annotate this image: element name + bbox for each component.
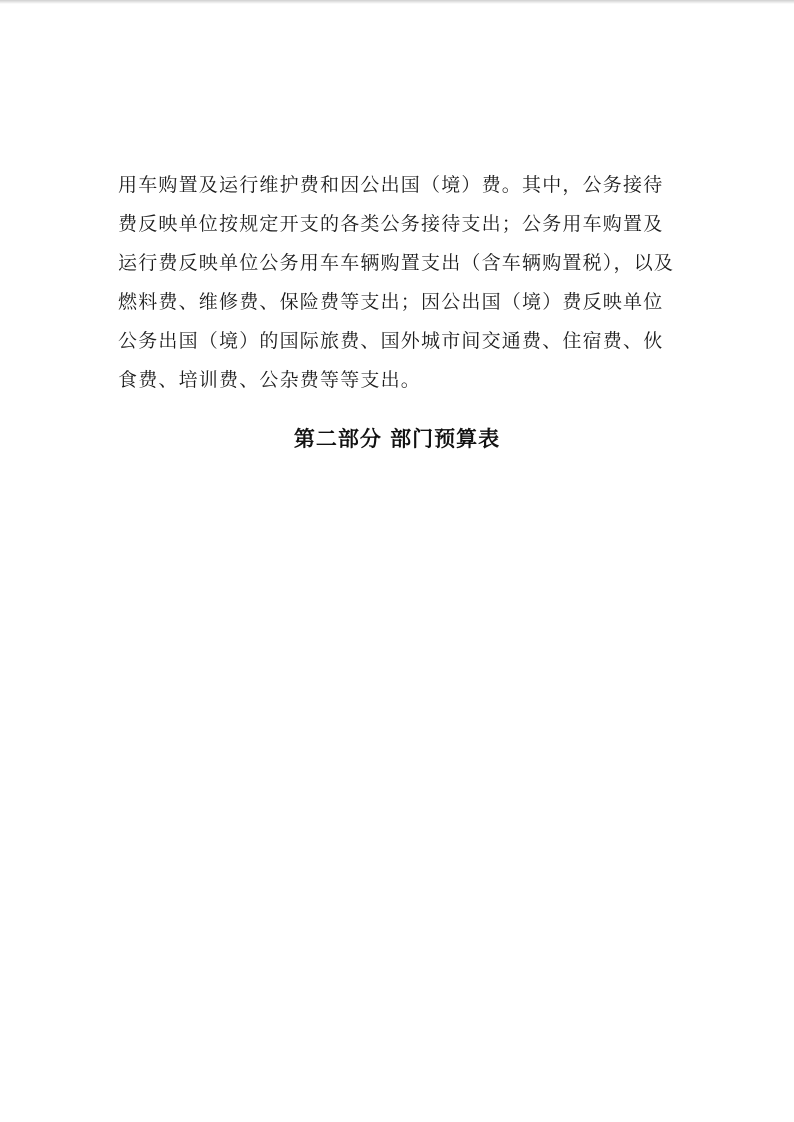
- paragraph-line-5: 公务出国（境）的国际旅费、国外城市间交通费、住宿费、伙: [118, 330, 664, 352]
- body-paragraph: [118, 166, 688, 400]
- paragraph-line-4: 燃料费、维修费、保险费等支出；因公出国（境）费反映单位: [118, 291, 664, 313]
- paragraph-line-3: 运行费反映单位公务用车车辆购置支出（含车辆购置税），以及: [118, 252, 675, 274]
- paragraph-line-6: 食费、培训费、公杂费等等支出。: [118, 369, 422, 391]
- scan-top-edge: [0, 0, 794, 4]
- paragraph-line-2: 费反映单位按规定开支的各类公务接待支出；公务用车购置及: [118, 213, 664, 235]
- paragraph-line-1: 用车购置及运行维护费和因公出国（境）费。其中，公务接待: [118, 174, 664, 196]
- section-heading: 第二部分 部门预算表: [293, 427, 501, 451]
